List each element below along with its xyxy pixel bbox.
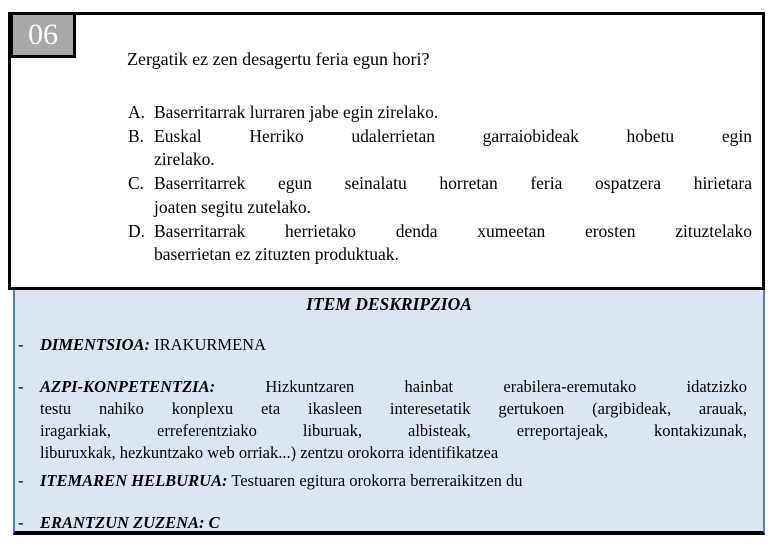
option-line: Baserritarrak herrietako denda xumeetan erosten zituztelako [154,220,752,241]
field-value: IRAKURMENA [154,335,266,354]
description-item-azpi-konpetentzia [18,376,747,464]
item-number-badge: 06 [10,12,76,58]
option-marker: B. [128,125,145,146]
question-card [8,12,765,290]
paragraph-line: iragarkiak, erreferentziako liburuak, albisteak, erreportajeak, kontakizunak, [40,421,747,440]
option-marker: C. [128,173,145,194]
option-line: baserrietan ez zituzten produktuak. [154,244,399,265]
item-description-title: ITEM DESKRIPZIOA [306,294,472,314]
option-line: zirelako. [154,149,215,170]
description-item-dimentsioa [18,334,747,356]
option-row-d [128,220,752,267]
option-line: Baserritarrek egun seinalatu horretan feria ospatzera hirietara [154,173,752,194]
options-list [128,101,752,267]
field-label: ITEMAREN HELBURUA: [40,471,228,490]
option-row-b [128,125,752,172]
field-value: C [208,513,220,532]
field-value: Testuaren egitura orokorra berreraikitzen du [231,471,523,490]
field-label: AZPI-KONPETENTZIA: [40,377,216,396]
description-item-erantzun [18,512,747,534]
option-row-c [128,172,752,219]
option-row-a [128,101,752,125]
field-label: ERANTZUN ZUZENA: [40,513,205,532]
paragraph-line [40,376,747,398]
item-description-card [13,290,765,535]
field-label: DIMENTSIOA: [40,335,151,354]
paragraph-line: liburuxkak, hezkuntzako web orriak...) zentzu orokorra identifikatzea [40,443,499,462]
dash-marker: - [18,471,24,490]
option-line: joaten segitu zutelako. [154,196,311,217]
dash-marker: - [18,513,24,532]
option-line: Baserritarrak lurraren jabe egin zirelako. [154,102,439,122]
field-value: Hizkuntzaren hainbat erabilera-eremutako idatzizko [265,377,747,396]
dash-marker: - [18,335,24,354]
dash-marker: - [18,377,24,396]
option-marker: A. [128,102,146,122]
paragraph-line: testu nahiko konplexu eta ikasleen interesetatik gertukoen (argibideak, arauak, [40,399,747,418]
question-text: Zergatik ez zen desagertu feria egun hori? [127,49,430,69]
description-item-helburua [18,470,747,492]
option-marker: D. [128,220,146,241]
option-line: Euskal Herriko udalerrietan garraiobideak hobetu egin [154,125,752,146]
